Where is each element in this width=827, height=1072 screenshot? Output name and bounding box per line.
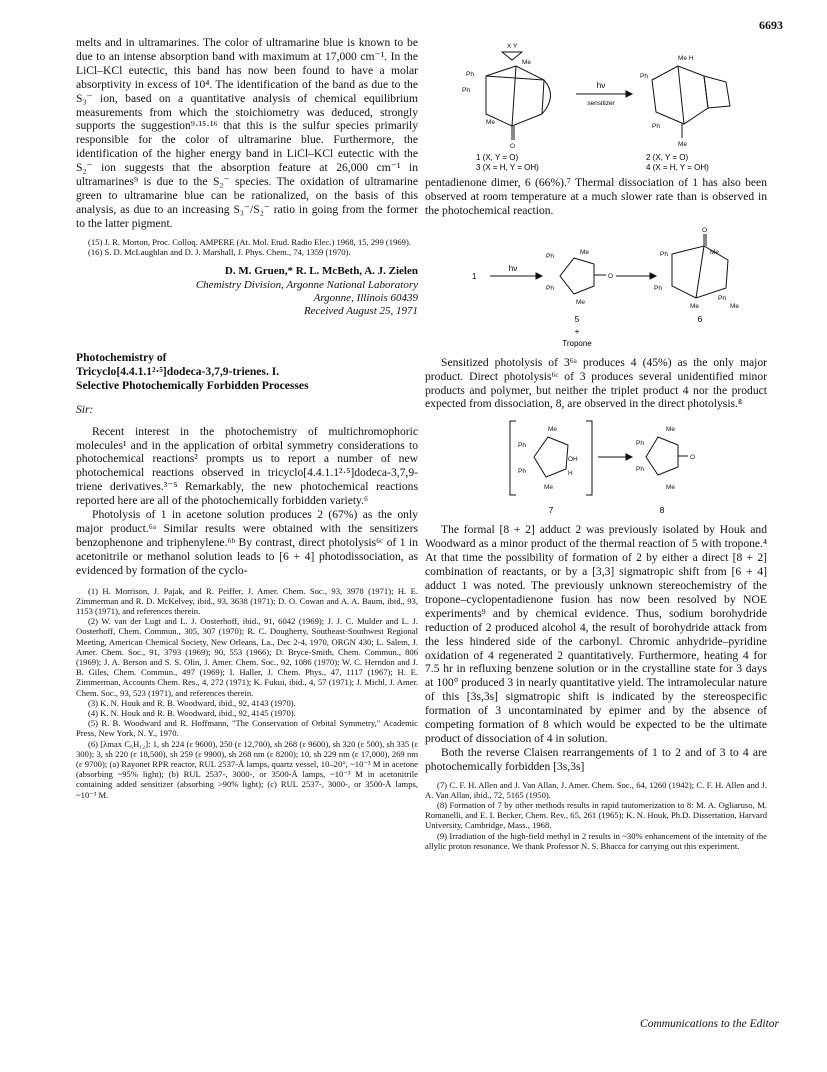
body-paragraph-2: Photolysis of 1 in acetone solution produces 2 (67%) as the only major product.⁶ᵃ Similar results were obtained with the sensitizers benzophenone and triphenylene.⁶ᵇ By contrast, direct photolysis⁶ᶜ of 1 in acetonitrile or methanol solution leads to [6 + 4] photodissociation, as evidenced by formation of the cyclo-: [76, 508, 418, 577]
reference-6: (6) [λmax C₆H₁₂]: 1, sh 224 (ε 9600), 250 (ε 12,700), sh 268 (ε 9600), sh 320 (ε 500), sh 335 (ε 300); 3, sh 220 (ε 18,500), sh 259 (ε 9900), sh 268 nm (ε 8200); 10, sh 229 nm (ε 17,000), 269 nm (ε 9700); (a) Rayonet RPR reactor, RUL 2537-Å lamps, quartz vessel, 10–20°, ~10⁻³ M in acetone (absorbing ~95% light); (b) RUL 2537-, 3000-, or 3500-Å lamps, ~10⁻³ M in acetonitrile containing added sensitizer (absorbing >90% light); (c) RUL 2537-, 3000-, or 3500-Å lamps, ~10⁻³ M.: [76, 738, 418, 800]
structure-8-me-label: Me: [666, 484, 676, 492]
label-7: 7: [548, 505, 554, 516]
tropone-label: Tropone: [562, 338, 592, 348]
structure-5-ring: [560, 258, 594, 294]
title-line-2: Tricyclo[4.4.1.1²·⁵]dodeca-3,7,9-trienes. I.: [76, 364, 280, 378]
affiliation-line-2: Argonne, Illinois 60439: [313, 291, 418, 304]
structure-7-ph-label: Ph: [518, 468, 526, 476]
author-block: [76, 265, 418, 319]
right-paragraph-1: pentadienone dimer, 6 (66%).⁷ Thermal dissociation of 1 has also been observed at room temperature at a much slower rate than is observed in the photochemical reaction.: [425, 176, 767, 217]
structure-6-ph-label: Ph: [654, 284, 662, 292]
structure-6-o-label: O: [702, 226, 708, 234]
body-paragraph-1: Recent interest in the photochemistry of multichromophoric molecules¹ and in the application of orbital symmetry considerations to photochemical reactions² prompts us to report a number of new photochemical reactions observed in tricyclo[4.4.1.1²·⁵]dodeca-3,7,9-triene derivatives.³⁻⁵ Remarkably, the new photochemical reactions reported here are all of the photochemically forbidden variety.⁶: [76, 424, 418, 508]
structure-7-oh-label: OH: [568, 456, 578, 464]
structure-1-ph-label: Ph: [462, 87, 470, 94]
journal-section-footer: Communications to the Editor: [640, 1018, 779, 1030]
left-column: [76, 36, 418, 800]
structure-5-ph-label: Ph: [546, 284, 554, 292]
structure-6-me-label: Me: [690, 302, 700, 310]
structure-8-ph-label: Ph: [636, 440, 644, 448]
reference-15: (15) J. R. Morton, Proc. Colloq. AMPERE (At. Mol. Etud. Radio Elec.) 1968, 15, 299 (1969).: [88, 236, 411, 247]
structure-2-ph-label: Ph: [640, 73, 648, 80]
caption-4: 4 (X = H, Y = OH): [646, 163, 709, 172]
scheme-2-start-label: 1: [472, 271, 477, 281]
right-paragraph-2: Sensitized photolysis of 3⁶ᵃ produces 4 (45%) as the only major product. Direct photolysis⁶ᶜ of 3 produces several unidentified minor products and polymer, but neither the triplet product 4 nor the product expected from dissociation, 8, are observed in the direct photolysis.⁸: [425, 355, 767, 411]
structure-6-me-label: Me: [730, 302, 740, 310]
structure-2-me-label: Me H: [678, 55, 694, 62]
salutation: Sir:: [76, 402, 94, 416]
scheme-3: [476, 415, 716, 519]
affiliation-line-1: Chemistry Division, Argonne National Laboratory: [195, 278, 418, 291]
structure-7-h-label: H: [568, 470, 573, 478]
caption-2: 2 (X, Y = O): [646, 153, 689, 162]
structure-1-bridge: [502, 52, 522, 60]
reference-2: (2) W. van der Lugt and L. J. Oosterhoff, ibid., 91, 6042 (1969); J. J. C. Mulder and L. J. Oosterhoff, Chem. Commun., 305, 307 (1970); R. C. Dougherty, Southeast-Southwest Regional Meeting, American Chemical Society, New Orleans, La., Dec 2-4, 1970, ORGN 430; L. Salem, J. Amer. Chem. Soc., 91, 3793 (1969); 90, 553 (1966); D. Bryce-Smith, Chem. Commun., 806 (1969); J. A. Berson and S. S. Olin, J. Amer. Chem. Soc., 92, 1086 (1970); W. C. Herndon and J. B. Giles, Chem. Commun., 497 (1969); I. Haller, J. Chem. Phys., 47, 1117 (1967); H. E. Zimmerman, Accounts Chem. Res., 4, 272 (1971); K. Fukui, ibid., 4, 57 (1971); J. Michl, J. Amer. Chem. Soc., 93, 523 (1971), and references therein.: [76, 616, 418, 698]
reference-7: (7) C. F. H. Allen and J. Van Allan, J. Amer. Chem. Soc., 64, 1260 (1942); C. F. H. Allen and J. A. Van Allan, ibid., 72, 5165 (1950).: [425, 779, 767, 800]
structure-5-me-label: Me: [576, 298, 586, 306]
structure-1-ph-label: Ph: [466, 71, 474, 78]
structure-2-ph-label: Ph: [652, 123, 660, 130]
author-names: D. M. Gruen,* R. L. McBeth, A. J. Zielen: [224, 265, 418, 278]
structure-6-me-label: Me: [710, 248, 720, 256]
structure-7-me-label: Me: [544, 484, 554, 492]
caption-3: 3 (X = H, Y = OH): [476, 163, 539, 172]
plus-sign: +: [574, 325, 580, 336]
reference-9: (9) Irradiation of the high-field methyl in 2 results in ~30% enhancement of the intensity of the allylic proton resonance. We thank Professor N. S. Bhacca for carrying out this experiment.: [425, 830, 767, 851]
right-paragraph-3: The formal [8 + 2] adduct 2 was previously isolated by Houk and Woodward as a minor product of the thermal reaction of 5 with tropone.⁴ At that time the possibility of formation of 2 by either a direct [8 + 2] combination of reactants, or by a [3,3] sigmatropic shift from [6 + 4] adduct 1 was noted. The previously unknown stereochemistry of the tropone–cyclopentadienone fusion has now been resolved by NOE experiments⁹ and by chemical evidence. Thus, sodium borohydride reduction of 2 produced alcohol 4, the result of borohydride attack from the less hindered side of the carbonyl. Chromic anhydride–pyridine oxidation of 4 regenerated 2 quantitatively. Furthermore, heating 4 for 7.5 hr in refluxing benzene solution or in the crystalline state for 3 days at 100° produced 3 in nearly quantitative yield. The intramolecular nature of this [3s,3s] sigmatropic shift is indicated by the stereospecific formation of 3 uncontaminated by epimer and by the absence of competing formation of 8 which would be expected to be the ultimate product of dissociation of 4 in solution.: [425, 523, 767, 745]
structure-1-xy-label: X Y: [506, 43, 518, 50]
label-6: 6: [697, 313, 703, 324]
structure-8-me-label: Me: [666, 426, 676, 434]
reference-16: (16) S. D. McLaughlan and D. J. Marshall, J. Phys. Chem., 74, 1359 (1970).: [88, 246, 351, 257]
structure-8-ring: [646, 437, 678, 475]
bracket-right: [586, 421, 592, 495]
article-title: [76, 351, 418, 393]
structure-5-ph-label: Ph: [546, 252, 554, 260]
bracket-left: [510, 421, 516, 495]
page-number: 6693: [759, 18, 783, 32]
reference-3: (3) K. N. Houk and R. B. Woodward, ibid., 92, 4143 (1970).: [88, 697, 296, 708]
structure-5-o-label: O: [608, 272, 614, 280]
scheme-2-arrow-label: hν: [508, 263, 518, 273]
label-5: 5: [574, 313, 580, 324]
structure-6-ph-label: Ph: [718, 294, 726, 302]
structure-7-ring: [534, 437, 568, 477]
title-line-3: Selective Photochemically Forbidden Processes: [76, 378, 309, 392]
structure-6-ph-label: Ph: [660, 250, 668, 258]
reference-5: (5) R. B. Woodward and R. Hoffmann, "The Conservation of Orbital Symmetry," Academic Press, New York, N. Y., 1970.: [76, 718, 418, 739]
structure-7-ph-label: Ph: [518, 442, 526, 450]
structure-7-me-label: Me: [548, 426, 558, 434]
received-date: Received August 25, 1971: [303, 305, 418, 318]
structure-8-ph-label: Ph: [636, 466, 644, 474]
scheme-1: [446, 36, 746, 172]
structure-8-o-label: O: [690, 454, 696, 462]
reference-1: (1) H. Morrison, J. Pajak, and R. Peiffer, J. Amer. Chem. Soc., 93, 3978 (1971); H. E. Zimmerman and R. D. McKelvey, ibid., 93, 3638 (1971); D. O. Cowan and A. A. Baum, ibid., 93, 1153 (1971), and references therein.: [76, 585, 418, 616]
intro-paragraph: melts and in ultramarines. The color of ultramarine blue is known to be due to an intense absorption band with maximum at 17,000 cm⁻¹. In the LiCl–KCl eutectic, this band has now been found to have a molar absorptivity in excess of 10⁴. The identification of the band as due to the S₃⁻ ion, based on a quantitative analysis of chemical equilibrium measurements from which the stoichiometry was deduced, strongly supports the suggestion⁹·¹⁵·¹⁶ that this is the sulfur species primarily responsible for the color of ultramarine blue. Furthermore, the identification of the higher energy band in LiCl–KCl eutectic with the S₂⁻ ion suggests that the absorption feature at 26,000 cm⁻¹ in ultramarines⁹ is due to the S₂⁻ species. The oxidation of ultramarine green to ultramarine blue can be rationalized, on the basis of this analysis, as due to an increasing S₃⁻/S₂⁻ ratio in going from the former to the latter pigment.: [76, 36, 418, 230]
title-line-1: Photochemistry of: [76, 350, 167, 364]
structure-1-me-label: Me: [522, 59, 532, 66]
right-column: [425, 36, 767, 851]
caption-1: 1 (X, Y = O): [476, 153, 519, 162]
structure-2-ring: [652, 66, 708, 124]
label-8: 8: [659, 505, 665, 516]
scheme-1-arrow-top: hν: [596, 81, 606, 90]
structure-1-me-label: Me: [486, 119, 496, 126]
scheme-2: [446, 224, 746, 352]
structure-1-o-label: O: [510, 143, 516, 150]
structure-2-me-label: Me: [678, 141, 688, 148]
reference-4: (4) K. N. Houk and R. B. Woodward, ibid., 92, 4145 (1970).: [88, 708, 296, 719]
scheme-1-arrow-bottom: sensitizer: [587, 100, 615, 107]
structure-5-me-label: Me: [580, 248, 590, 256]
right-paragraph-4: Both the reverse Claisen rearrangements of 1 to 2 and of 3 to 4 are photochemically forbidden [3s,3s]: [425, 745, 767, 773]
reference-8: (8) Formation of 7 by other methods results in rapid tautomerization to 8: M. A. Ogliaruso, M. Romanelli, and E. I. Becker, Chem. Rev., 65, 261 (1965); K. N. Houk, Ph.D. Dissertation, Harvard University, Cambridge, Mass., 1968.: [425, 800, 767, 831]
